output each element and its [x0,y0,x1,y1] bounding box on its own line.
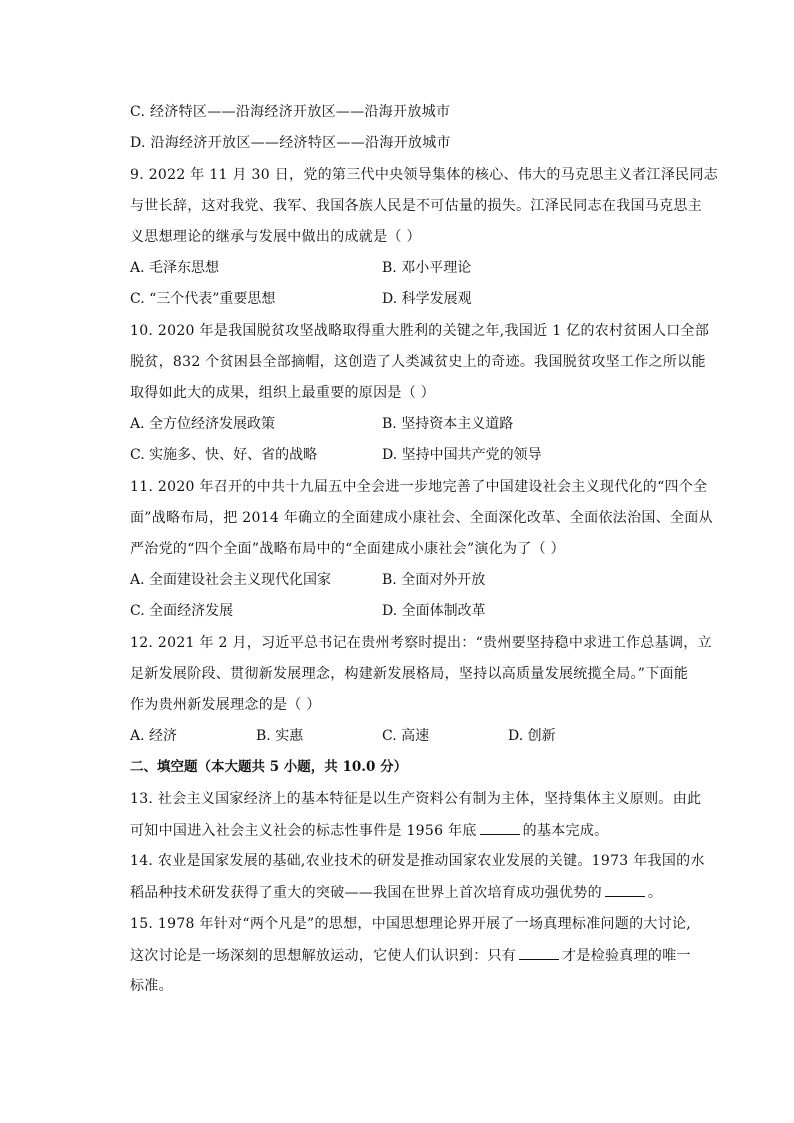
q13-text-after-blank: 的基本完成。 [522,823,609,839]
q15-answer-blank[interactable] [519,945,559,960]
q12-stem-line-2: 足新发展阶段、贯彻新发展理念，构建新发展格局，坚持以高质量发展统揽全局。”下面能 [130,666,689,682]
q9-option-c: C. “三个代表”重要思想 [130,291,276,307]
section-title-fill-in: 二、填空题（本大题共 5 小题，共 10.0 分） [130,759,408,775]
q11-option-a: A. 全面建设社会主义现代化国家 [130,572,332,588]
q14-stem-line-1: 14. 农业是国家发展的基础,农业技术的研发是推动国家农业发展的关键。1973 年我国的水 [130,853,705,869]
q9-option-d: D. 科学发展观 [382,291,472,307]
q10-option-b: B. 坚持资本主义道路 [382,416,514,432]
q10-stem-line-1: 10. 2020 年是我国脱贫攻坚战略取得重大胜利的关键之年,我国近 1 亿的农村贫困人口全部 [130,323,710,339]
q13-stem-line-1: 13. 社会主义国家经济上的基本特征是以生产资料公有制为主体，坚持集体主义原则。由此 [130,791,702,807]
q10-stem-line-3: 取得如此大的成果，组织上最重要的原因是（ ） [130,385,436,401]
q9-option-b: B. 邓小平理论 [382,260,472,276]
q8-option-d: D. 沿海经济开放区——经济特区——沿海开放城市 [130,135,451,151]
q13-stem-line-2 [130,820,700,841]
q10-option-c: C. 实施多、快、好、省的战略 [130,447,318,463]
q12-stem-line-1: 12. 2021 年 2 月，习近平总书记在贵州考察时提出：“贵州要坚持稳中求进工作总基调，立 [130,635,712,651]
q14-text-before-blank: 稻品种技术研发获得了重大的突破——我国在世界上首次培育成功强优势的 [130,885,602,901]
q11-option-c: C. 全面经济发展 [130,603,234,619]
q9-stem-line-3: 义思想理论的继承与发展中做出的成就是（ ） [130,229,421,245]
q13-text-before-blank: 可知中国进入社会主义社会的标志性事件是 1956 年底 [130,823,477,839]
q12-option-a: A. 经济 [130,728,178,744]
q11-stem-line-1: 11. 2020 年召开的中共十九届五中全会进一步地完善了中国建设社会主义现代化的“四个全 [130,479,708,495]
q9-option-a: A. 毛泽东思想 [130,260,220,276]
q12-option-d: D. 创新 [508,728,556,744]
q11-stem-line-2: 面”战略布局，把 2014 年确立的全面建成小康社会、全面深化改革、全面依法治国、全面从 [130,510,713,526]
q15-stem-line-3: 标准。 [130,978,173,994]
q10-stem-line-2: 脱贫，832 个贫困县全部摘帽，这创造了人类减贫史上的奇迹。我国脱贫攻坚工作之所以能 [130,354,706,370]
q8-option-c: C. 经济特区——沿海经济开放区——沿海开放城市 [130,104,451,120]
q14-text-after-blank: 。 [647,885,663,901]
q11-option-d: D. 全面体制改革 [382,603,486,619]
q9-stem-line-2: 与世长辞，这对我党、我军、我国各族人民是不可估量的损失。江泽民同志在我国马克思主 [130,198,702,214]
q10-option-d: D. 坚持中国共产党的领导 [382,447,542,463]
q15-stem-line-2 [130,945,700,966]
q11-option-b: B. 全面对外开放 [382,572,486,588]
q11-stem-line-3: 严治党的“四个全面”战略布局中的“全面建成小康社会”演化为了（ ） [130,541,565,557]
q12-option-c: C. 高速 [382,728,430,744]
q15-text-after-blank: 才是检验真理的唯一 [562,948,691,964]
q15-text-before-blank: 这次讨论是一场深刻的思想解放运动，它使人们认识到：只有 [130,948,517,964]
q9-stem-line-1: 9. 2022 年 11 月 30 日，党的第三代中央领导集体的核心、伟大的马克思主义者江泽民同志 [130,167,719,183]
q14-stem-line-2 [130,882,700,903]
q12-stem-line-3: 作为贵州新发展理念的是（ ） [130,697,321,713]
q15-stem-line-1: 15. 1978 年针对“两个凡是”的思想，中国思想理论界开展了一场真理标准问题的大讨论, [130,916,692,932]
q14-answer-blank[interactable] [605,882,645,897]
q13-answer-blank[interactable] [480,820,520,835]
q10-option-a: A. 全方位经济发展政策 [130,416,276,432]
q12-option-b: B. 实惠 [256,728,304,744]
